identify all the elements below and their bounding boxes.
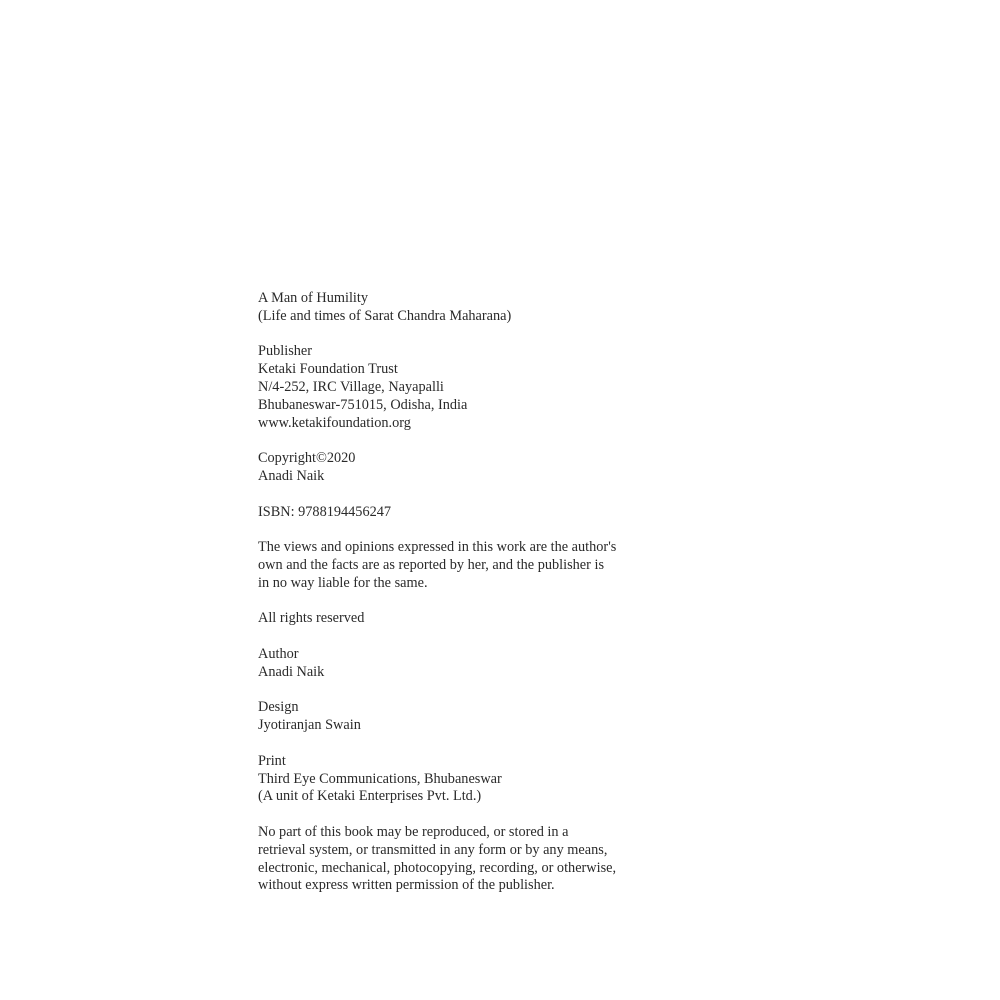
notice-line1: No part of this book may be reproduced, or stored in a: [258, 823, 569, 840]
notice-line3: electronic, mechanical, photocopying, recording, or otherwise,: [258, 859, 617, 876]
disclaimer-block: [258, 539, 658, 592]
isbn-block: [258, 504, 658, 522]
publisher-address-line1: N/4-252, IRC Village, Nayapalli: [258, 378, 444, 395]
notice-line4: without express written permission of the publisher.: [258, 877, 555, 894]
publisher-address-line2: Bhubaneswar-751015, Odisha, India: [258, 396, 468, 413]
imprint-text: [258, 290, 658, 895]
copyright-holder: Anadi Naik: [258, 467, 325, 484]
author-block: [258, 646, 658, 682]
print-heading: Print: [258, 752, 286, 769]
printer-name: Third Eye Communications, Bhubaneswar: [258, 770, 502, 787]
notice-block: [258, 824, 658, 895]
isbn: ISBN: 9788194456247: [258, 503, 392, 520]
rights-block: [258, 610, 658, 628]
publisher-block: [258, 343, 658, 432]
author-name: Anadi Naik: [258, 663, 325, 680]
publisher-name: Ketaki Foundation Trust: [258, 361, 398, 378]
notice-line2: retrieval system, or transmitted in any form or by any means,: [258, 841, 608, 858]
title-block: [258, 290, 658, 326]
book-title: A Man of Humility: [258, 290, 369, 306]
rights-reserved: All rights reserved: [258, 610, 365, 627]
book-subtitle: (Life and times of Sarat Chandra Maharana): [258, 307, 512, 324]
copyright-block: [258, 450, 658, 486]
disclaimer-line3: in no way liable for the same.: [258, 574, 428, 591]
disclaimer-line1: The views and opinions expressed in this work are the author's: [258, 539, 617, 556]
design-block: [258, 699, 658, 735]
designer-name: Jyotiranjan Swain: [258, 717, 361, 734]
publisher-heading: Publisher: [258, 343, 313, 360]
disclaimer-line2: own and the facts are as reported by her, and the publisher is: [258, 556, 605, 573]
publisher-website: www.ketakifoundation.org: [258, 414, 411, 431]
printer-note: (A unit of Ketaki Enterprises Pvt. Ltd.): [258, 788, 482, 805]
design-heading: Design: [258, 699, 299, 716]
author-heading: Author: [258, 645, 299, 662]
print-block: [258, 753, 658, 806]
copyright-line: Copyright©2020: [258, 450, 356, 467]
